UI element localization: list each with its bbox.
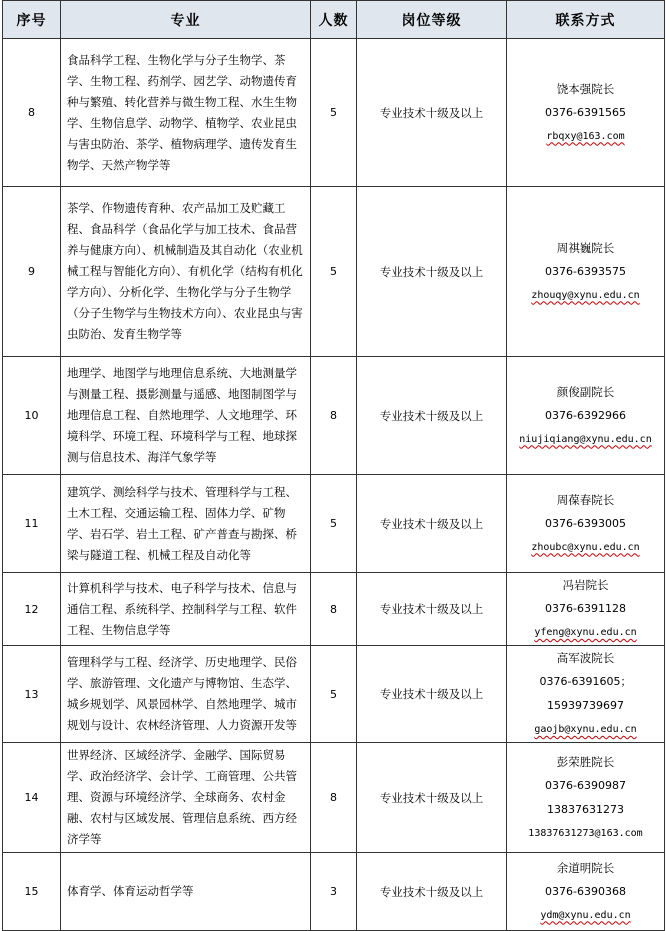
- row-contact: [507, 853, 665, 931]
- table-row: [3, 187, 665, 357]
- row-level: 专业技术十级及以上: [357, 357, 507, 475]
- contact-name: 周葆春院长: [556, 492, 615, 507]
- row-contact: [507, 743, 665, 853]
- header-major: 专业: [61, 1, 311, 39]
- row-count: 8: [311, 743, 357, 853]
- contact-email[interactable]: zhouqy@xynu.edu.cn: [531, 289, 640, 301]
- table-body: [3, 39, 665, 931]
- row-level: 专业技术十级及以上: [357, 646, 507, 743]
- table-row: [3, 743, 665, 853]
- contact-phone: 0376-6390368: [545, 884, 626, 898]
- row-level: 专业技术十级及以上: [357, 853, 507, 931]
- row-contact: [507, 573, 665, 646]
- contact-phone: 0376-6391128: [545, 602, 626, 615]
- contact-email[interactable]: ydm@xynu.edu.cn: [540, 909, 631, 921]
- row-count: 5: [311, 646, 357, 743]
- table-row: [3, 357, 665, 475]
- row-count: 5: [311, 475, 357, 573]
- row-major: 计算机科学与技术、电子科学与技术、信息与通信工程、系统科学、控制科学与工程、软件工程、生物信息学等: [61, 573, 311, 646]
- row-level: 专业技术十级及以上: [357, 573, 507, 646]
- row-contact: [507, 39, 665, 187]
- contact-phone: 0376-6393575: [545, 264, 626, 278]
- row-level: 专业技术十级及以上: [357, 743, 507, 853]
- row-level: 专业技术十级及以上: [357, 475, 507, 573]
- contact-name: 饶本强院长: [556, 81, 615, 96]
- row-index: 15: [3, 853, 61, 931]
- header-contact: 联系方式: [507, 1, 665, 39]
- header-count: 人数: [311, 1, 357, 39]
- row-major: 管理科学与工程、经济学、历史地理学、民俗学、旅游管理、文化遗产与博物馆、生态学、城乡规划学、风景园林学、自然地理学、城市规划与设计、农林经济管理、人力资源开发等: [61, 646, 311, 743]
- row-major: 体育学、体育运动哲学等: [61, 853, 311, 931]
- contact-email[interactable]: rbqxy@163.com: [546, 130, 625, 142]
- contact-name: 余道明院长: [556, 860, 615, 875]
- contact-email[interactable]: zhoubc@xynu.edu.cn: [531, 541, 640, 553]
- row-index: 11: [3, 475, 61, 573]
- row-contact: [507, 357, 665, 475]
- table-row: [3, 475, 665, 573]
- table-row: [3, 39, 665, 187]
- contact-phone: 0376-6392966: [545, 408, 626, 422]
- row-major: 地理学、地图学与地理信息系统、大地测量学与测量工程、摄影测量与遥感、地图制图学与地理信息工程、自然地理学、人文地理学、环境科学、环境工程、环境科学与工程、地球探测与信息技术、海洋气象学等: [61, 357, 311, 475]
- row-index: 8: [3, 39, 61, 187]
- row-index: 10: [3, 357, 61, 475]
- contact-name: 周祺巍院长: [556, 240, 615, 255]
- header-level: 岗位等级: [357, 1, 507, 39]
- contact-email[interactable]: niujiqiang@xynu.edu.cn: [519, 433, 652, 445]
- header-row: [3, 1, 665, 39]
- contact-email[interactable]: yfeng@xynu.edu.cn: [534, 627, 637, 638]
- row-major: 建筑学、测绘科学与技术、管理科学与工程、土木工程、交通运输工程、固体力学、矿物学、岩石学、岩土工程、矿产普查与勘探、桥梁与隧道工程、机械工程及自动化等: [61, 475, 311, 573]
- contact-phone: 13837631273: [547, 802, 624, 816]
- contact-name: 高军波院长: [556, 651, 615, 665]
- row-index: 12: [3, 573, 61, 646]
- contact-phone: 0376-6391565: [545, 105, 626, 119]
- contact-phone: 0376-6390987: [545, 778, 626, 792]
- contact-email[interactable]: gaojb@xynu.edu.cn: [534, 724, 637, 735]
- contact-name: 颜俊副院长: [556, 384, 615, 399]
- row-count: 8: [311, 357, 357, 475]
- row-count: 3: [311, 853, 357, 931]
- contact-name: 彭荣胜院长: [556, 754, 615, 769]
- row-contact: [507, 475, 665, 573]
- row-index: 9: [3, 187, 61, 357]
- row-count: 5: [311, 187, 357, 357]
- row-major: 世界经济、区域经济学、金融学、国际贸易学、政治经济学、会计学、工商管理、公共管理、资源与环境经济学、全球商务、农村金融、农村与区域发展、管理信息系统、西方经济学等: [61, 743, 311, 853]
- row-major: 食品科学工程、生物化学与分子生物学、茶学、生物工程、药剂学、园艺学、动物遗传育种与繁殖、转化营养与微生物工程、水生生物学、生物信息学、动物学、植物学、农业昆虫与害虫防治、茶学、植物病理学、遗传发育生物学、天然产物学等: [61, 39, 311, 187]
- row-level: 专业技术十级及以上: [357, 39, 507, 187]
- row-count: 8: [311, 573, 357, 646]
- contact-phone: 0376-6391605；: [539, 675, 632, 688]
- row-contact: [507, 646, 665, 743]
- header-index: 序号: [3, 1, 61, 39]
- table-row: [3, 646, 665, 743]
- row-major: 茶学、作物遗传育种、农产品加工及贮藏工程、食品科学（食品化学与加工技术、食品营养与健康方向）、机械制造及其自动化（农业机械工程与智能化方向）、有机化学（结构有机化学方向）、分析化学、生物化学与分子生物学（分子生物学与生物技术方向）、农业昆虫与害虫防治、发育生物学等: [61, 187, 311, 357]
- contact-phone: 15939739697: [547, 699, 624, 712]
- contact-email[interactable]: 13837631273@163.com: [528, 827, 643, 839]
- contact-phone: 0376-6393005: [545, 516, 626, 530]
- row-index: 13: [3, 646, 61, 743]
- row-level: 专业技术十级及以上: [357, 187, 507, 357]
- contact-name: 冯岩院长: [562, 578, 609, 592]
- row-contact: [507, 187, 665, 357]
- table-row: [3, 853, 665, 931]
- row-index: 14: [3, 743, 61, 853]
- row-count: 5: [311, 39, 357, 187]
- table-row: [3, 573, 665, 646]
- recruitment-table: [2, 0, 665, 931]
